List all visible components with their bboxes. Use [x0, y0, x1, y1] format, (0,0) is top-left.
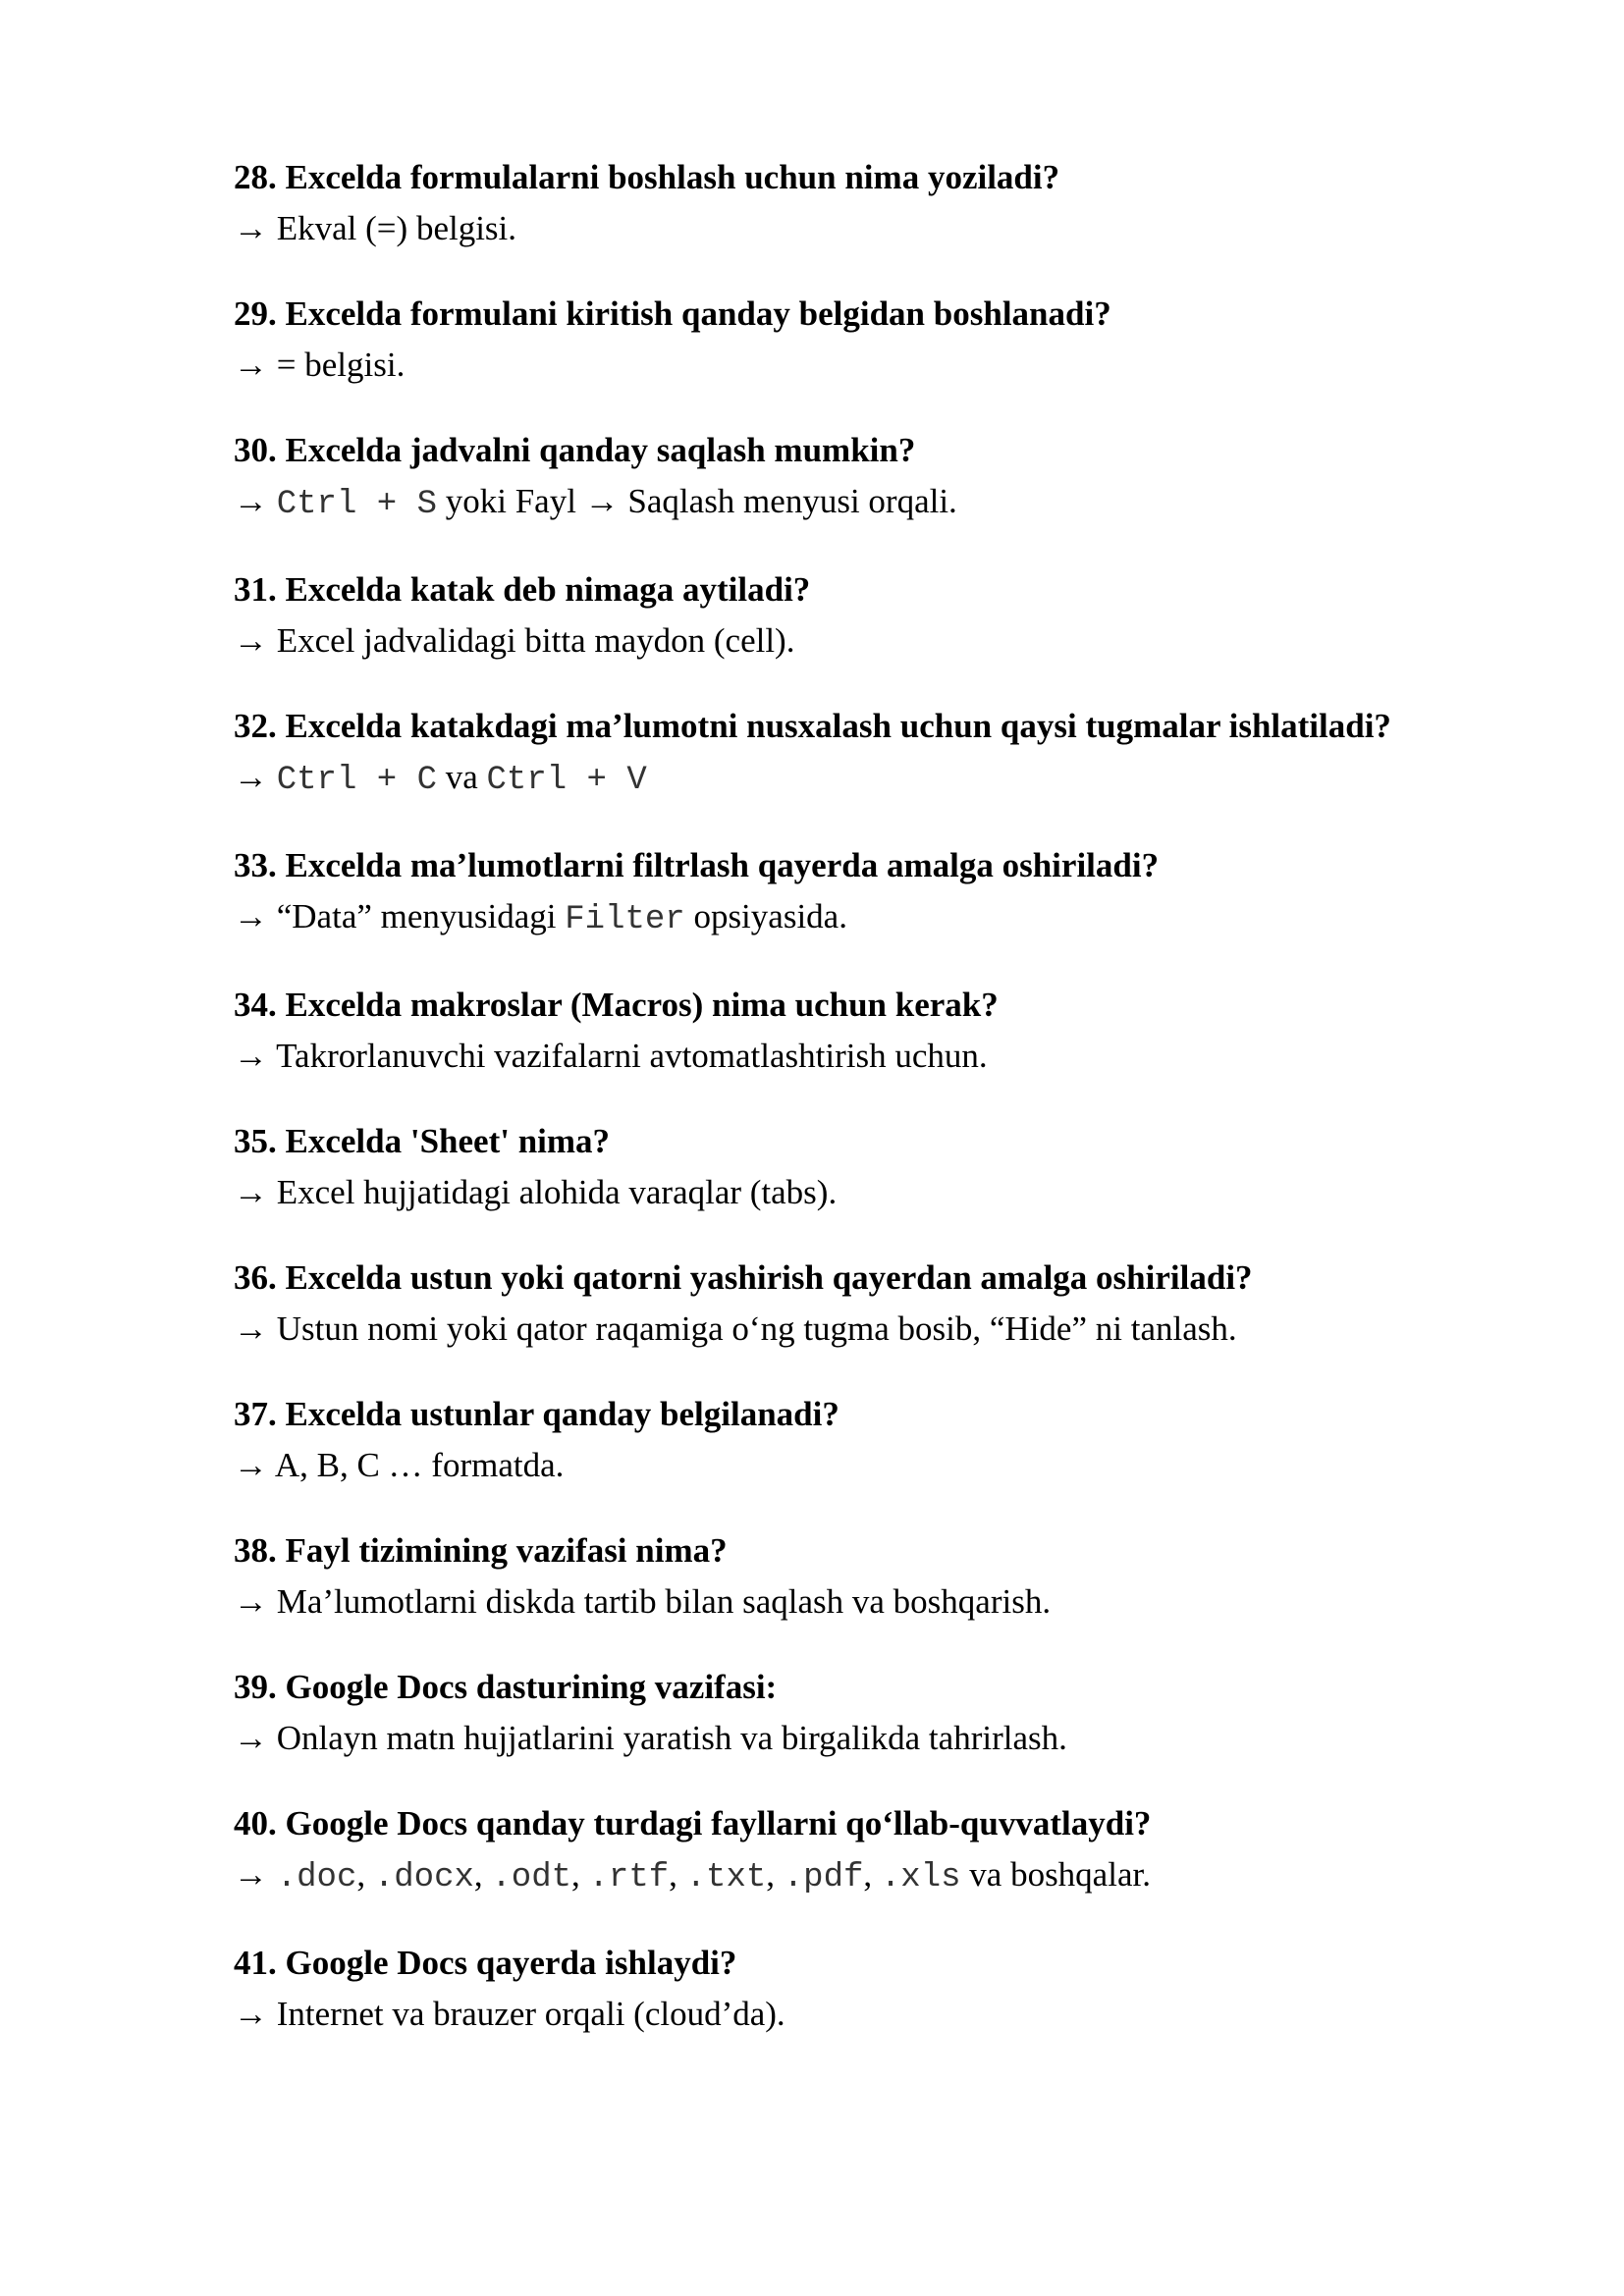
answer-segment: → [234, 758, 277, 796]
question-text: 29. Excelda formulani kiritish qanday belgidan boshlanadi? [234, 294, 1111, 333]
qa-item [234, 1662, 1461, 1764]
document-page [234, 152, 1461, 2074]
answer-text [234, 1713, 1461, 1764]
answer-segment: → Excel hujjatidagi alohida varaqlar (tabs). [234, 1173, 838, 1211]
question-text: 36. Excelda ustun yoki qatorni yashirish qayerdan amalga oshiriladi? [234, 1258, 1253, 1297]
code-snippet: .rtf [588, 1859, 670, 1896]
answer-segment: → Internet va brauzer orqali (cloud’da). [234, 1995, 785, 2033]
answer-text [234, 1031, 1461, 1082]
code-snippet: .docx [373, 1859, 474, 1896]
answer-text [234, 752, 1461, 806]
code-snippet: Filter [565, 901, 685, 938]
answer-text [234, 1167, 1461, 1218]
answer-segment: → A, B, C … formatda. [234, 1446, 565, 1484]
qa-item [234, 701, 1461, 806]
code-snippet: Ctrl + S [276, 486, 437, 523]
question-text: 32. Excelda katakdagi ma’lumotni nusxalash uchun qaysi tugmalar ishlatiladi? [234, 707, 1391, 745]
question-text: 35. Excelda 'Sheet' nima? [234, 1122, 611, 1160]
answer-segment: , [766, 1855, 784, 1894]
qa-item [234, 1525, 1461, 1628]
answer-segment: va [436, 758, 487, 796]
qa-item [234, 152, 1461, 254]
answer-segment: → Takrorlanuvchi vazifalarni avtomatlashtirish uchun. [234, 1037, 988, 1075]
answer-segment: → Ma’lumotlarni diskda tartib bilan saqlash va boshqarish. [234, 1582, 1052, 1621]
code-snippet: .doc [276, 1859, 357, 1896]
qa-item [234, 840, 1461, 945]
code-snippet: .txt [685, 1859, 767, 1896]
code-snippet: .odt [491, 1859, 572, 1896]
qa-item [234, 425, 1461, 530]
answer-text [234, 1849, 1461, 1903]
answer-text [234, 340, 1461, 391]
qa-item [234, 1798, 1461, 1903]
answer-segment: → [234, 482, 277, 520]
question-text: 34. Excelda makroslar (Macros) nima uchun kerak? [234, 986, 999, 1024]
qa-item [234, 289, 1461, 391]
question-text: 39. Google Docs dasturining vazifasi: [234, 1668, 778, 1706]
question-text: 37. Excelda ustunlar qanday belgilanadi? [234, 1395, 839, 1433]
answer-text [234, 891, 1461, 945]
answer-segment: opsiyasida. [684, 897, 847, 935]
code-snippet: .xls [880, 1859, 961, 1896]
answer-segment: → Onlayn matn hujjatlarini yaratish va birgalikda tahrirlash. [234, 1719, 1067, 1757]
answer-text [234, 203, 1461, 254]
question-text: 41. Google Docs qayerda ishlaydi? [234, 1944, 737, 1982]
code-snippet: .pdf [783, 1859, 864, 1896]
answer-segment: , [473, 1855, 492, 1894]
qa-item [234, 980, 1461, 1082]
question-text: 28. Excelda formulalarni boshlash uchun nima yoziladi? [234, 158, 1060, 196]
qa-item [234, 1116, 1461, 1218]
answer-text [234, 1576, 1461, 1628]
qa-item [234, 1253, 1461, 1355]
answer-segment: → Ekval (=) belgisi. [234, 209, 517, 247]
answer-segment: yoki Fayl → Saqlash menyusi orqali. [436, 482, 957, 520]
answer-text [234, 1989, 1461, 2040]
answer-segment: , [571, 1855, 589, 1894]
question-text: 40. Google Docs qanday turdagi fayllarni qo‘llab-quvvatlaydi? [234, 1804, 1152, 1842]
answer-text [234, 1304, 1461, 1355]
qa-item [234, 1938, 1461, 2040]
answer-text [234, 1440, 1461, 1491]
qa-item [234, 1389, 1461, 1491]
answer-segment: → Excel jadvalidagi bitta maydon (cell). [234, 621, 795, 660]
answer-text [234, 615, 1461, 667]
question-text: 33. Excelda ma’lumotlarni filtrlash qayerda amalga oshiriladi? [234, 846, 1160, 884]
answer-segment: → [234, 1855, 277, 1894]
answer-segment: → = belgisi. [234, 346, 406, 384]
qa-item [234, 564, 1461, 667]
answer-segment: → “Data” menyusidagi [234, 897, 566, 935]
question-text: 30. Excelda jadvalni qanday saqlash mumkin? [234, 431, 916, 469]
answer-text [234, 476, 1461, 530]
answer-segment: , [863, 1855, 881, 1894]
answer-segment: , [356, 1855, 374, 1894]
answer-segment: , [669, 1855, 686, 1894]
question-text: 31. Excelda katak deb nimaga aytiladi? [234, 570, 811, 609]
question-text: 38. Fayl tizimining vazifasi nima? [234, 1531, 728, 1570]
code-snippet: Ctrl + C [276, 762, 437, 799]
code-snippet: Ctrl + V [486, 762, 647, 799]
answer-segment: → Ustun nomi yoki qator raqamiga o‘ng tugma bosib, “Hide” ni tanlash. [234, 1309, 1237, 1348]
answer-segment: va boshqalar. [960, 1855, 1151, 1894]
